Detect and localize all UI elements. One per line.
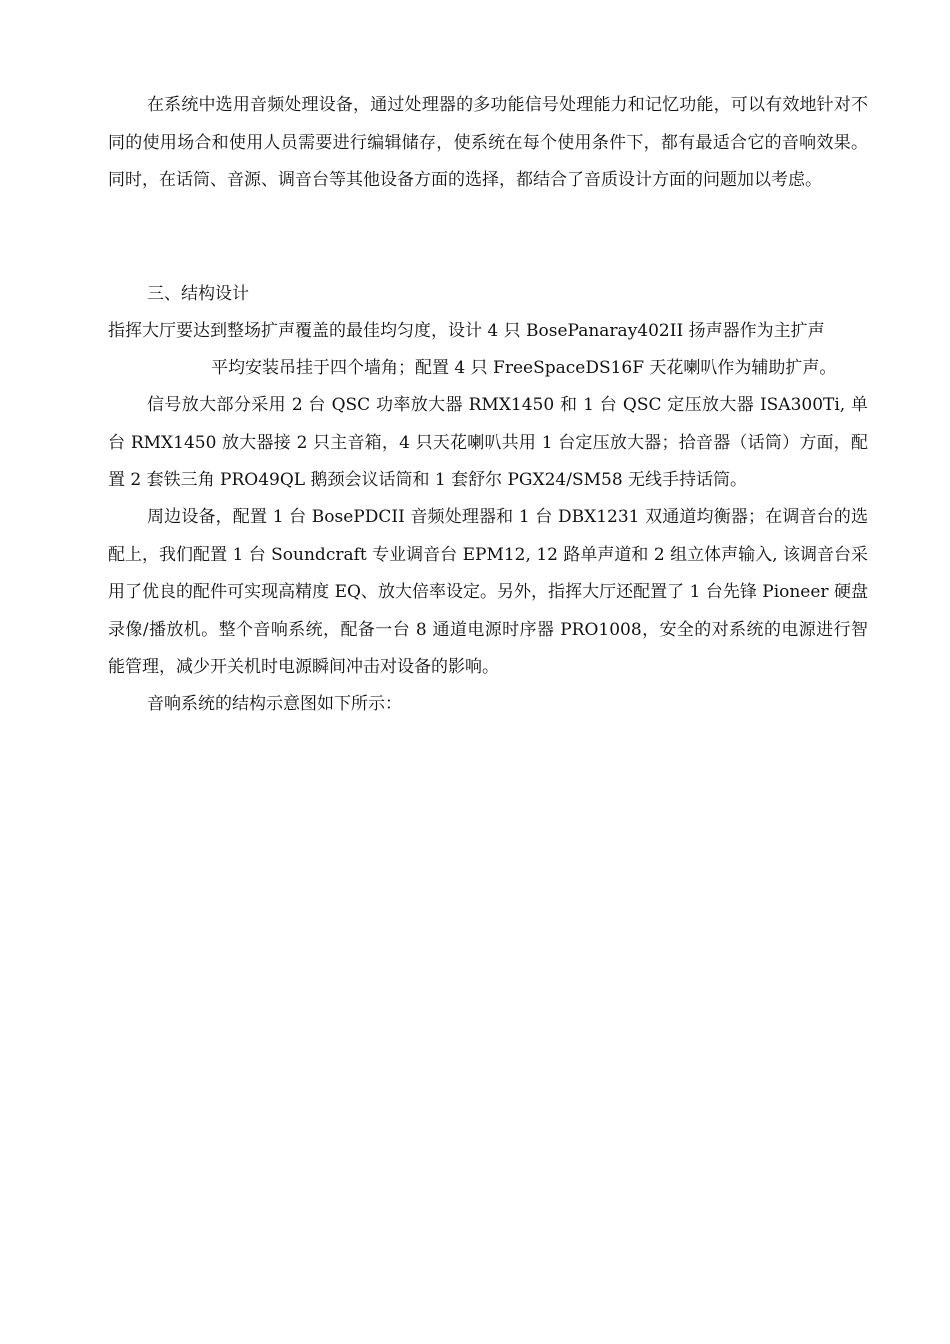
paragraph-intro: 在系统中选用音频处理设备，通过处理器的多功能信号处理能力和记忆功能，可以有效地针对不同的使用场合和使用人员需要进行编辑储存，使系统在每个使用条件下，都有最适合它的音响效果。同时，在话筒、音源、调音台等其他设备方面的选择，都结合了音质设计方面的问题加以考虑。 bbox=[108, 95, 868, 190]
section-heading: 三、结构设计 bbox=[147, 284, 249, 304]
paragraph-peripherals: 周边设备，配置 1 台 BosePDCII 音频处理器和 1 台 DBX1231 双通道均衡器；在调音台的选配上，我们配置 1 台 Soundcraft 专业调音台 EPM12, 12 路单声道和 2 组立体声输入, 该调音台采用了优良的配件可实现高精度 EQ、放大倍率设定。另外，指挥大厅还配置了 1 台先锋 Pioneer 硬盘录像/播放机。整个音响系统，配备一台 8 通道电源时序器 PRO1008，安全的对系统的电源进行智能管理，减少开关机时电源瞬间冲击对设备的影响。 bbox=[108, 507, 868, 677]
paragraph-speakers-line-1: 指挥大厅要达到整场扩声覆盖的最佳均匀度，设计 4 只 BosePanaray402II 扬声器作为主扩声 bbox=[108, 321, 825, 341]
paragraph-speakers-line-2: 平均安装吊挂于四个墙角；配置 4 只 FreeSpaceDS16F 天花喇叭作为辅助扩声。 bbox=[211, 358, 837, 378]
paragraph-amplifiers: 信号放大部分采用 2 台 QSC 功率放大器 RMX1450 和 1 台 QSC 定压放大器 ISA300Ti, 单台 RMX1450 放大器接 2 只主音箱，4 只天花喇叭共用 1 台定压放大器；拾音器（话筒）方面，配置 2 套铁三角 PRO49QL 鹅颈会议话筒和 1 套舒尔 PGX24/SM58 无线手持话筒。 bbox=[108, 395, 868, 490]
paragraph-diagram-intro: 音响系统的结构示意图如下所示： bbox=[147, 694, 402, 714]
